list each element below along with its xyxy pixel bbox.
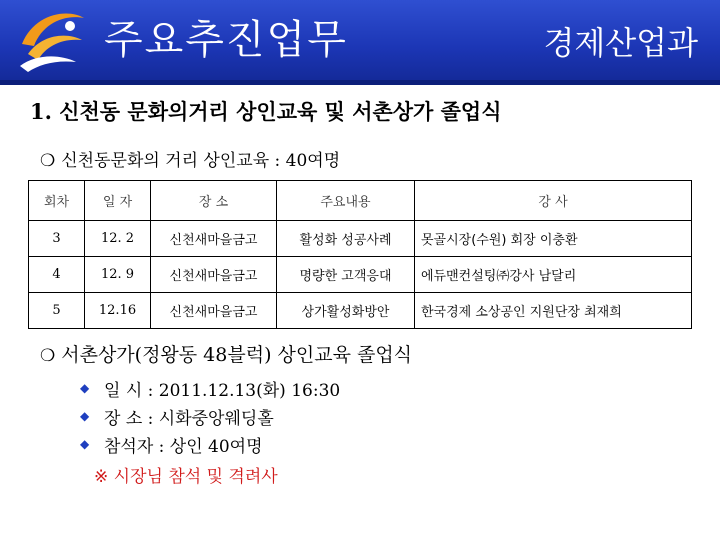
graduation-heading — [40, 340, 412, 367]
graduation-details-list — [80, 374, 340, 458]
column-header-session: 회차 — [29, 181, 85, 221]
list-item — [80, 402, 340, 430]
diamond-bullet-icon: ◆ — [80, 381, 90, 395]
column-header-content: 주요내용 — [277, 181, 415, 221]
cell-lecturer: 못골시장(수원) 회장 이충환 — [415, 221, 692, 257]
column-header-lecturer: 강 사 — [415, 181, 692, 221]
detail-attendees: 참석자 : 상인 40여명 — [104, 436, 263, 457]
cell-date: 12. 9 — [85, 257, 151, 293]
header-divider — [0, 80, 720, 85]
education-heading — [40, 146, 340, 171]
cell-content: 상가활성화방안 — [277, 293, 415, 329]
column-header-date: 일 자 — [85, 181, 151, 221]
section-heading: 1. 신천동 문화의거리 상인교육 및 서촌상가 졸업식 — [30, 99, 502, 124]
table-row — [29, 221, 692, 257]
page-title: 주요추진업무 — [104, 17, 348, 63]
mayor-note: ※ 시장님 참석 및 격려사 — [94, 467, 278, 487]
cell-session: 3 — [29, 221, 85, 257]
column-header-place: 장 소 — [151, 181, 277, 221]
cell-content: 명량한 고객응대 — [277, 257, 415, 293]
diamond-bullet-icon: ◆ — [80, 409, 90, 423]
cell-session: 5 — [29, 293, 85, 329]
cell-place: 신천새마을금고 — [151, 257, 277, 293]
education-schedule-table — [28, 180, 692, 329]
ring-bullet-icon: ❍ — [40, 346, 56, 366]
cell-place: 신천새마을금고 — [151, 221, 277, 257]
graduation-heading-text: 서촌상가(정왕동 48블럭) 상인교육 졸업식 — [61, 344, 413, 366]
department-name: 경제산업과 — [543, 24, 698, 62]
detail-venue: 장 소 : 시화중앙웨딩홀 — [104, 408, 274, 429]
table-header-row — [29, 181, 692, 221]
list-item — [80, 430, 340, 458]
cell-date: 12. 2 — [85, 221, 151, 257]
list-item — [80, 374, 340, 402]
cell-session: 4 — [29, 257, 85, 293]
table-row — [29, 257, 692, 293]
education-heading-text: 신천동문화의 거리 상인교육 : 40여명 — [61, 151, 341, 171]
cell-lecturer: 에듀맨컨설팅㈜강사 남달리 — [415, 257, 692, 293]
ring-bullet-icon: ❍ — [40, 151, 56, 171]
cell-lecturer: 한국경제 소상공인 지원단장 최재희 — [415, 293, 692, 329]
logo-icon — [12, 4, 94, 76]
cell-place: 신천새마을금고 — [151, 293, 277, 329]
cell-date: 12.16 — [85, 293, 151, 329]
detail-datetime: 일 시 : 2011.12.13(화) 16:30 — [104, 380, 341, 401]
header-banner — [0, 0, 720, 80]
table-row — [29, 293, 692, 329]
cell-content: 활성화 성공사례 — [277, 221, 415, 257]
diamond-bullet-icon: ◆ — [80, 437, 90, 451]
